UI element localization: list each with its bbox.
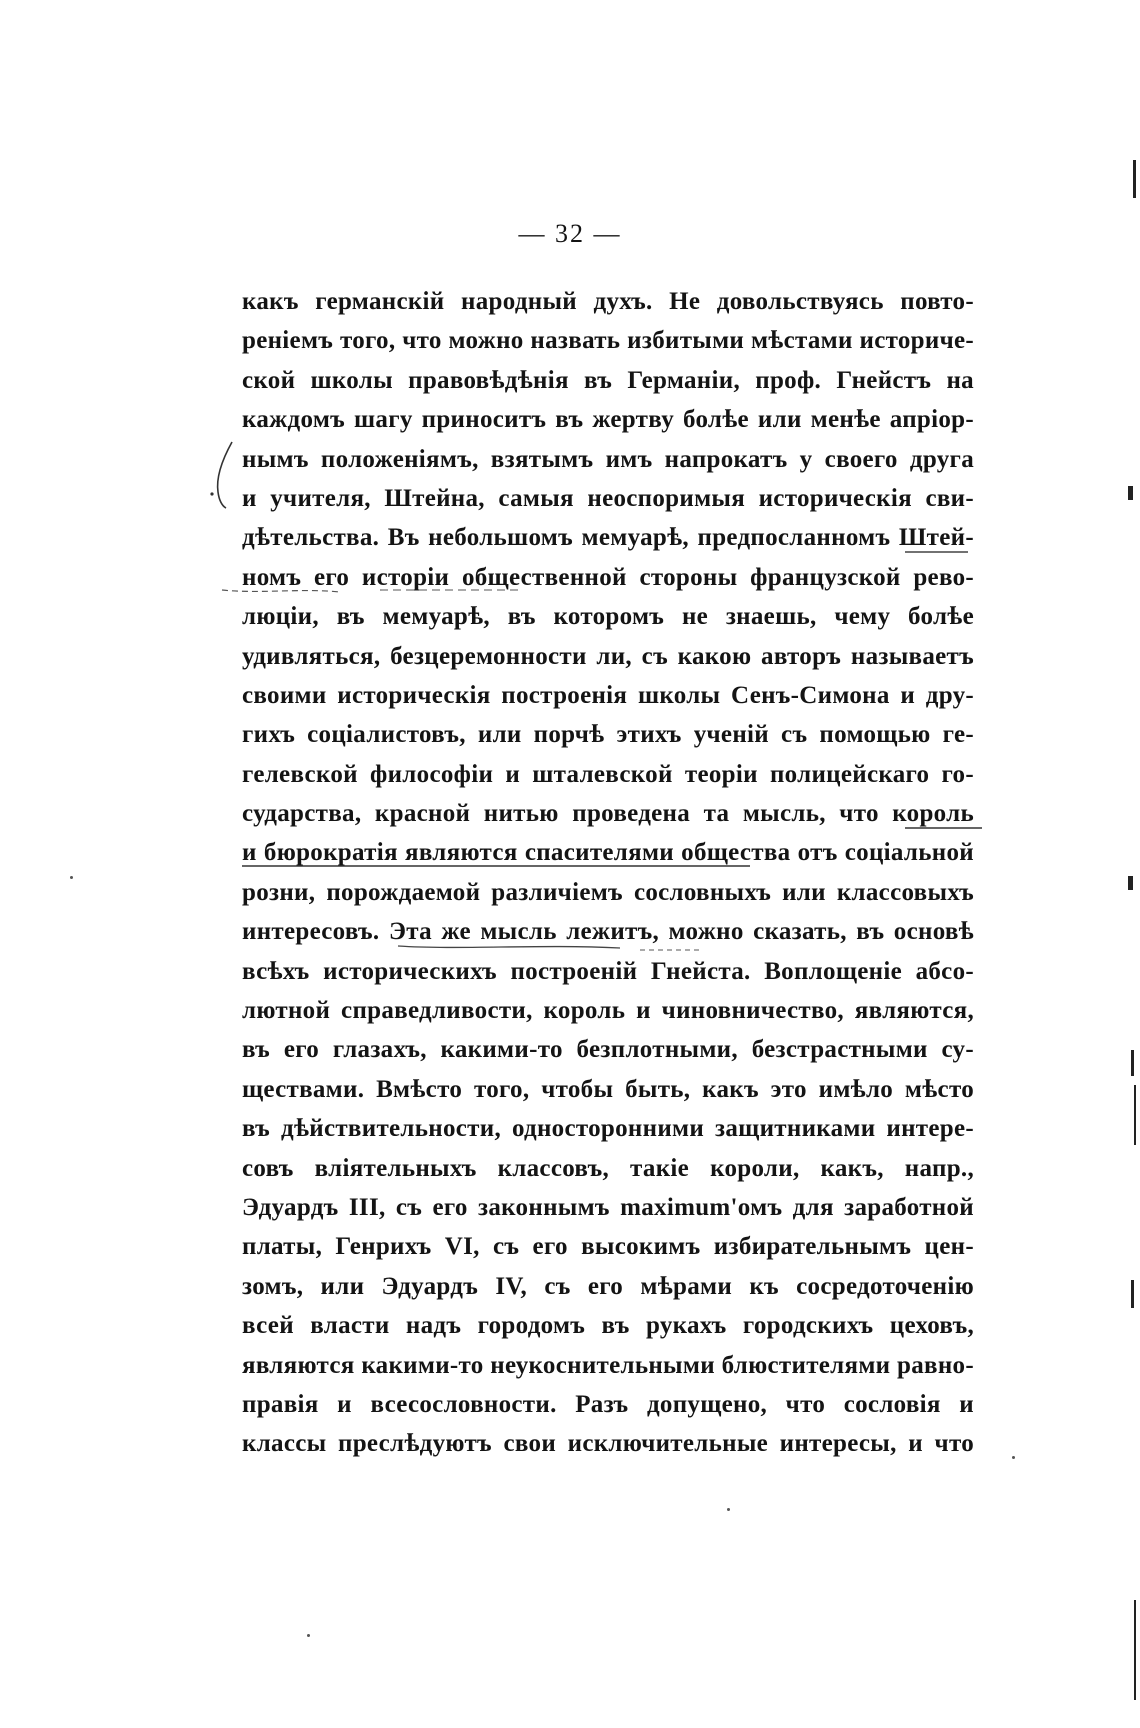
text-line: нымъ положеніямъ, взятымъ имъ напрокатъ у своего друга xyxy=(242,445,974,473)
text-line: зомъ, или Эдуардъ IV, съ его мѣрами къ сосредоточенію xyxy=(242,1272,974,1300)
text-line: являются какими-то неукоснительными блюстителями равно- xyxy=(242,1351,974,1379)
text-line: розни, порождаемой различіемъ сословныхъ или классовыхъ xyxy=(242,878,974,906)
text-line: въ его глазахъ, какими-то безплотными, безстрастными су- xyxy=(242,1036,974,1064)
scan-edge-mark xyxy=(1133,160,1136,198)
body-text xyxy=(242,282,974,1464)
scan-edge-mark xyxy=(1131,1050,1134,1076)
page-number: — 32 — xyxy=(518,219,622,248)
text-line: ществами. Вмѣсто того, чтобы быть, какъ это имѣло мѣсто xyxy=(242,1075,974,1103)
text-line: гихъ соціалистовъ, или порчѣ этихъ ученій съ помощью ге- xyxy=(242,721,974,749)
text-line: лютной справедливости, король и чиновничество, являются, xyxy=(242,997,974,1025)
text-line: гелевской философіи и шталевской теоріи полицейскаго го- xyxy=(242,760,974,788)
text-line: классы преслѣдуютъ свои исключительные интересы, и что xyxy=(242,1430,974,1458)
scan-edge-mark xyxy=(1128,486,1133,500)
text-line: дѣтельства. Въ небольшомъ мемуарѣ, предпосланномъ Штей- xyxy=(242,524,974,552)
text-line: какъ германскій народный духъ. Не довольствуясь повто- xyxy=(242,288,974,315)
scan-edge-mark xyxy=(1134,1085,1136,1145)
scan-speck xyxy=(1012,1456,1015,1459)
scan-speck xyxy=(727,1508,730,1511)
text-line: номъ его исторіи общественной стороны французской рево- xyxy=(242,563,974,591)
text-line: ской школы правовѣдѣнія въ Германіи, проф. Гнейстъ на xyxy=(242,366,974,394)
text-line: всей власти надъ городомъ въ рукахъ городскихъ цеховъ, xyxy=(242,1312,974,1340)
text-line: люціи, въ мемуарѣ, въ которомъ не знаешь, чему болѣе xyxy=(242,603,974,631)
text-line: реніемъ того, что можно назвать избитыми мѣстами историче- xyxy=(242,327,974,355)
text-line: Эдуардъ III, съ его законнымъ maximum'омъ для заработной xyxy=(242,1193,974,1221)
scan-edge-mark xyxy=(1128,876,1133,890)
scan-speck xyxy=(307,1634,310,1637)
pencil-bracket-mark xyxy=(208,440,238,510)
text-line: удивляться, безцеремонности ли, съ какою авторъ называетъ xyxy=(242,642,974,670)
text-line: и бюрократія являются спасителями общества отъ соціальной xyxy=(242,839,974,867)
scan-edge-mark xyxy=(1131,1280,1134,1308)
text-line: совъ вліятельныхъ классовъ, такіе короли, какъ, напр., xyxy=(242,1154,974,1182)
text-line: и учителя, Штейна, самыя неоспоримыя историческія сви- xyxy=(242,484,974,512)
text-line: сударства, красной нитью проведена та мысль, что король xyxy=(242,800,974,828)
text-line: каждомъ шагу приноситъ въ жертву болѣе или менѣе апріор- xyxy=(242,406,974,434)
text-line: интересовъ. Эта же мысль лежитъ, можно сказать, въ основѣ xyxy=(242,918,974,946)
text-line: платы, Генрихъ VI, съ его высокимъ избирательнымъ цен- xyxy=(242,1233,974,1261)
scan-speck xyxy=(70,876,73,879)
text-line: въ дѣйствительности, односторонними защитниками интере- xyxy=(242,1115,974,1143)
text-line: своими историческія построенія школы Сенъ-Симона и дру- xyxy=(242,681,974,709)
text-line: правія и всесословности. Разъ допущено, что сословія и xyxy=(242,1390,974,1418)
text-line: всѣхъ историческихъ построеній Гнейста. Воплощеніе абсо- xyxy=(242,957,974,985)
scan-edge-mark xyxy=(1134,1600,1136,1700)
